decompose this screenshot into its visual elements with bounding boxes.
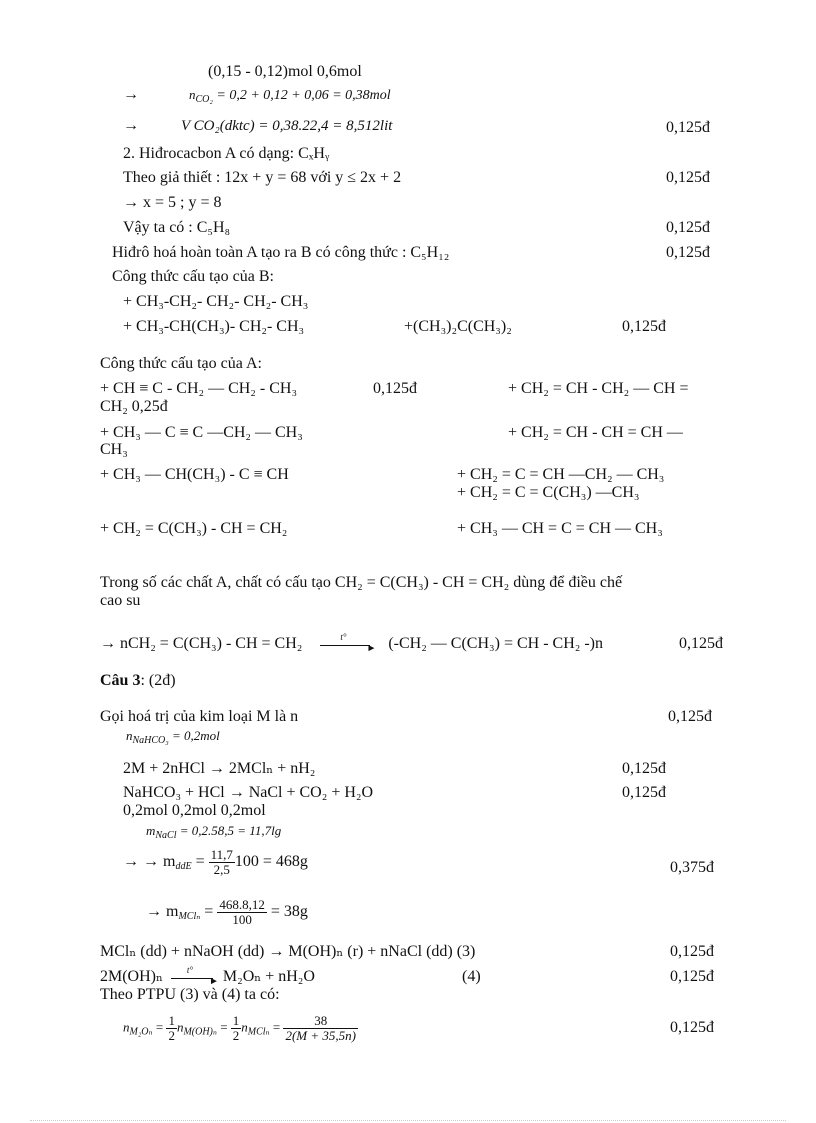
m-dd-value: 100 = 468g xyxy=(234,853,308,871)
structure-a-2-cont: CH₂ 0,25đ xyxy=(100,398,168,415)
reaction-nahco3: NaHCO₃ + HCl → NaCl + CO₂ + H₂O xyxy=(123,784,374,801)
score-reaction-4: 0,125đ xyxy=(670,968,714,985)
line-m-nacl xyxy=(146,822,281,840)
line-valence: Gọi hoá trị của kim loại M là n xyxy=(100,708,299,725)
nco2-sub: CO₂ xyxy=(195,94,213,105)
n-chloride: n xyxy=(241,1019,248,1035)
polymer: (-CH₂ — C(CH₃) = CH - CH₂ -)n xyxy=(388,635,603,652)
n-symbol: n xyxy=(126,728,133,743)
fraction-half: $\frac{1}{2}$ xyxy=(232,1013,240,1043)
line-vco2 xyxy=(123,117,392,135)
structure-a-5: + CH₃ — CH(CH₃) - C ≡ CH xyxy=(100,466,289,483)
n-value: = 0,2mol xyxy=(168,728,220,743)
m-symbol: m xyxy=(146,823,156,838)
line-formula-a: Vậy ta có : C₅H₈ xyxy=(123,219,231,236)
line-n-nahco3 xyxy=(126,727,220,745)
reaction-4 xyxy=(100,965,315,988)
line-hydrocarbon-form: 2. Hiđrocacbon A có dạng: CₓHᵧ xyxy=(123,145,330,162)
score-reaction-3: 0,125đ xyxy=(670,943,714,960)
line-by-equations: Theo PTPU (3) và (4) ta có: xyxy=(100,986,280,1003)
m-value: = 0,2.58,5 = 11,7lg xyxy=(176,823,282,838)
nco2-symbol: n xyxy=(189,87,196,102)
structure-a-4: + CH₂ = CH - CH = CH — xyxy=(508,424,683,441)
score-formula-a: 0,125đ xyxy=(666,219,710,236)
score-reaction-nahco3: 0,125đ xyxy=(622,784,666,801)
n-chloride-sub: MClₙ xyxy=(247,1026,270,1038)
structure-b-1: + CH₃-CH₂- CH₂- CH₂- CH₃ xyxy=(123,293,309,310)
arrow-icon: → xyxy=(123,117,139,134)
equals: = xyxy=(216,1019,231,1035)
equals: = xyxy=(269,1019,284,1035)
score-vco2: 0,125đ xyxy=(666,119,710,136)
score-polymerization: 0,125đ xyxy=(679,635,723,652)
reaction-3: MClₙ (dd) + nNaOH (dd) → M(OH)ₙ (r) + nNaCl (dd) (3) xyxy=(100,943,476,960)
heat-arrow-icon: t° ► xyxy=(169,970,219,984)
line-xy-result: → x = 5 ; y = 8 xyxy=(123,194,222,211)
equals: = xyxy=(191,853,205,871)
fraction-half: $\frac{1}{2}$ xyxy=(168,1013,175,1043)
m-mcl-symbol: → m xyxy=(146,903,179,921)
structure-a-3: + CH₃ — C ≡ C —CH₂ — CH₃ xyxy=(100,424,303,441)
line-m-solution xyxy=(123,848,308,877)
heading-structure-a: Công thức cấu tạo của A: xyxy=(100,355,262,372)
line-hypothesis: Theo giả thiết : 12x + y = 68 với y ≤ 2x + 2 xyxy=(123,169,402,186)
line-polymerization xyxy=(100,632,603,655)
page-divider xyxy=(30,1120,786,1121)
structure-a-7: + CH₂ = C = C(CH₃) —CH₃ xyxy=(457,484,640,501)
line-mol-values: (0,15 - 0,12)mol 0,6mol xyxy=(208,63,362,80)
n-oxide: n xyxy=(123,1019,130,1035)
question-points: : (2đ) xyxy=(140,672,176,689)
equals: = xyxy=(200,903,214,921)
n-hydroxide-sub: M(OH)ₙ xyxy=(183,1026,217,1038)
score-reaction-metal: 0,125đ xyxy=(622,760,666,777)
line-nco2 xyxy=(123,86,391,105)
score-structure-b: 0,125đ xyxy=(622,318,666,335)
line-rubber-source-cont: cao su xyxy=(100,592,141,609)
score-m-solution: 0,375đ xyxy=(670,859,714,876)
n-sub: NaHCO₃ xyxy=(132,735,169,746)
structure-b-2: + CH₃-CH(CH₃)- CH₂- CH₃ xyxy=(123,318,305,335)
score-structure-a-1: 0,125đ xyxy=(373,380,417,397)
heading-question-3 xyxy=(100,672,176,690)
reactant: 2M(OH)ₙ xyxy=(100,968,163,985)
structure-a-4-cont: CH₃ xyxy=(100,441,128,458)
structure-a-6: + CH₂ = C = CH —CH₂ — CH₃ xyxy=(457,466,665,483)
fraction-final: $\frac{38}{2(M + 35,5n)}$ xyxy=(285,1013,356,1043)
fraction: $\frac{468.8,12}{100}$ xyxy=(219,897,265,927)
structure-b-3: +(CH₃)₂C(CH₃)₂ xyxy=(404,318,512,335)
structure-a-9: + CH₃ — CH = C = CH — CH₃ xyxy=(457,520,663,537)
line-mol-amounts: 0,2mol 0,2mol 0,2mol xyxy=(123,802,266,819)
m-sub: NaCl xyxy=(155,830,177,841)
heat-arrow-icon: t° ► xyxy=(318,637,376,651)
vco2-expression: V CO₂(dktc) = 0,38.22,4 = 8,512lit xyxy=(181,118,393,134)
m-dd-symbol: → → m xyxy=(123,853,176,871)
heading-structure-b: Công thức cấu tạo của B: xyxy=(112,268,274,285)
structure-a-2: + CH₂ = CH - CH₂ — CH = xyxy=(508,380,689,397)
line-m-mcln xyxy=(146,898,308,927)
line-rubber-source: Trong số các chất A, chất có cấu tạo CH₂ = C(CH₃) - CH = CH₂ dùng để điều chế xyxy=(100,574,623,591)
reaction-metal-hcl: 2M + 2nHCl → 2MClₙ + nH₂ xyxy=(123,760,316,777)
equals: = xyxy=(152,1019,167,1035)
structure-a-8: + CH₂ = C(CH₃) - CH = CH₂ xyxy=(100,520,288,537)
line-mole-relation xyxy=(123,1014,358,1043)
score-mole-relation: 0,125đ xyxy=(670,1019,714,1036)
monomer: → nCH₂ = C(CH₃) - CH = CH₂ xyxy=(100,635,303,652)
structure-a-1: + CH ≡ C - CH₂ — CH₂ - CH₃ xyxy=(100,380,298,397)
reaction-4-label: (4) xyxy=(462,968,481,985)
arrow-icon: → xyxy=(123,86,139,103)
score-hypothesis: 0,125đ xyxy=(666,169,710,186)
score-hydrogenation: 0,125đ xyxy=(666,244,710,261)
m-mcl-value: = 38g xyxy=(266,903,308,921)
fraction: $\frac{11,7}{2,5}$ xyxy=(210,847,233,877)
products: M₂Oₙ + nH₂O xyxy=(222,968,315,985)
m-dd-sub: ddE xyxy=(175,861,192,873)
score-valence: 0,125đ xyxy=(668,708,712,725)
nco2-value: = 0,2 + 0,12 + 0,06 = 0,38mol xyxy=(212,88,391,103)
m-mcl-sub: MClₙ xyxy=(178,911,201,923)
n-oxide-sub: M₂Oₙ xyxy=(129,1026,153,1038)
n-hydroxide: n xyxy=(176,1019,184,1035)
line-hydrogenation: Hiđrô hoá hoàn toàn A tạo ra B có công thức : C₅H₁₂ xyxy=(112,244,450,261)
question-label: Câu 3 xyxy=(100,672,141,689)
